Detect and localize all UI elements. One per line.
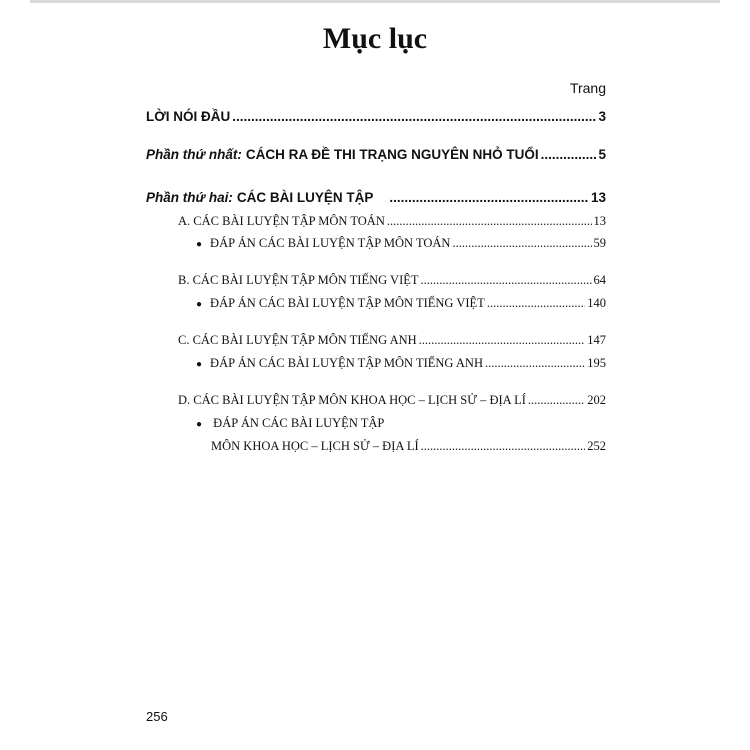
page-column-label: Trang bbox=[569, 80, 606, 96]
dot-leader bbox=[387, 214, 592, 229]
entry-label: CÁCH RA ĐỀ THI TRẠNG NGUYÊN NHỎ TUỔI bbox=[245, 147, 539, 162]
toc-answer-d-line2[interactable] bbox=[211, 439, 606, 454]
entry-prefix: Phần thứ hai: bbox=[146, 190, 233, 205]
section-page: 13 bbox=[593, 214, 606, 228]
dot-leader bbox=[419, 333, 586, 348]
toc-section-b[interactable] bbox=[178, 273, 606, 288]
answer-page: 140 bbox=[587, 296, 606, 310]
toc-answer-a[interactable] bbox=[196, 236, 606, 251]
top-border bbox=[30, 0, 720, 3]
dot-leader bbox=[421, 273, 592, 288]
dot-leader bbox=[421, 439, 586, 454]
bullet-icon: ● bbox=[196, 299, 203, 310]
dot-leader bbox=[487, 296, 585, 311]
toc-entry-preface[interactable] bbox=[146, 109, 606, 124]
entry-prefix: Phần thứ nhất: bbox=[146, 147, 242, 162]
answer-page: 195 bbox=[587, 356, 606, 370]
page-number: 256 bbox=[146, 709, 168, 724]
toc-section-d[interactable] bbox=[178, 393, 606, 408]
toc-answer-b[interactable] bbox=[196, 296, 606, 311]
bullet-icon: ● bbox=[196, 419, 203, 430]
entry-page: 3 bbox=[598, 109, 606, 124]
entry-label: LỜI NÓI ĐẦU bbox=[146, 109, 231, 124]
toc-entry-part-one[interactable] bbox=[146, 147, 606, 162]
section-page: 147 bbox=[587, 333, 606, 347]
section-label: C. CÁC BÀI LUYỆN TẬP MÔN TIẾNG ANH bbox=[178, 333, 417, 347]
section-page: 202 bbox=[587, 393, 606, 407]
answer-label-line2: MÔN KHOA HỌC – LỊCH SỬ – ĐỊA LÍ bbox=[211, 439, 419, 453]
bullet-icon: ● bbox=[196, 359, 203, 370]
answer-page: 252 bbox=[587, 439, 606, 453]
answer-label: ĐÁP ÁN CÁC BÀI LUYỆN TẬP MÔN TOÁN bbox=[210, 236, 451, 250]
entry-page: 5 bbox=[598, 147, 606, 162]
toc-section-a[interactable] bbox=[178, 214, 606, 229]
dot-leader bbox=[389, 190, 589, 205]
answer-label: ĐÁP ÁN CÁC BÀI LUYỆN TẬP MÔN TIẾNG VIỆT bbox=[210, 296, 485, 310]
answer-label-line1: ĐÁP ÁN CÁC BÀI LUYỆN TẬP bbox=[213, 416, 385, 430]
dot-leader bbox=[485, 356, 585, 371]
answer-label: ĐÁP ÁN CÁC BÀI LUYỆN TẬP MÔN TIẾNG ANH bbox=[210, 356, 483, 370]
answer-page: 59 bbox=[593, 236, 606, 250]
toc-section-c[interactable] bbox=[178, 333, 606, 348]
section-page: 64 bbox=[593, 273, 606, 287]
toc-entry-part-two[interactable] bbox=[146, 190, 606, 205]
bullet-icon: ● bbox=[196, 239, 203, 250]
dot-leader bbox=[452, 236, 591, 251]
entry-page: 13 bbox=[590, 190, 606, 205]
dot-leader bbox=[232, 109, 596, 124]
entry-label: CÁC BÀI LUYỆN TẬP bbox=[236, 190, 374, 205]
section-label: A. CÁC BÀI LUYỆN TẬP MÔN TOÁN bbox=[178, 214, 385, 228]
dot-leader bbox=[541, 147, 597, 162]
section-label: D. CÁC BÀI LUYỆN TẬP MÔN KHOA HỌC – LỊCH SỬ – ĐỊA LÍ bbox=[178, 393, 526, 407]
toc-answer-d-line1[interactable] bbox=[196, 416, 384, 431]
dot-leader bbox=[528, 393, 585, 408]
toc-answer-c[interactable] bbox=[196, 356, 606, 371]
section-label: B. CÁC BÀI LUYỆN TẬP MÔN TIẾNG VIỆT bbox=[178, 273, 419, 287]
page-title: Mục lục bbox=[322, 22, 428, 55]
